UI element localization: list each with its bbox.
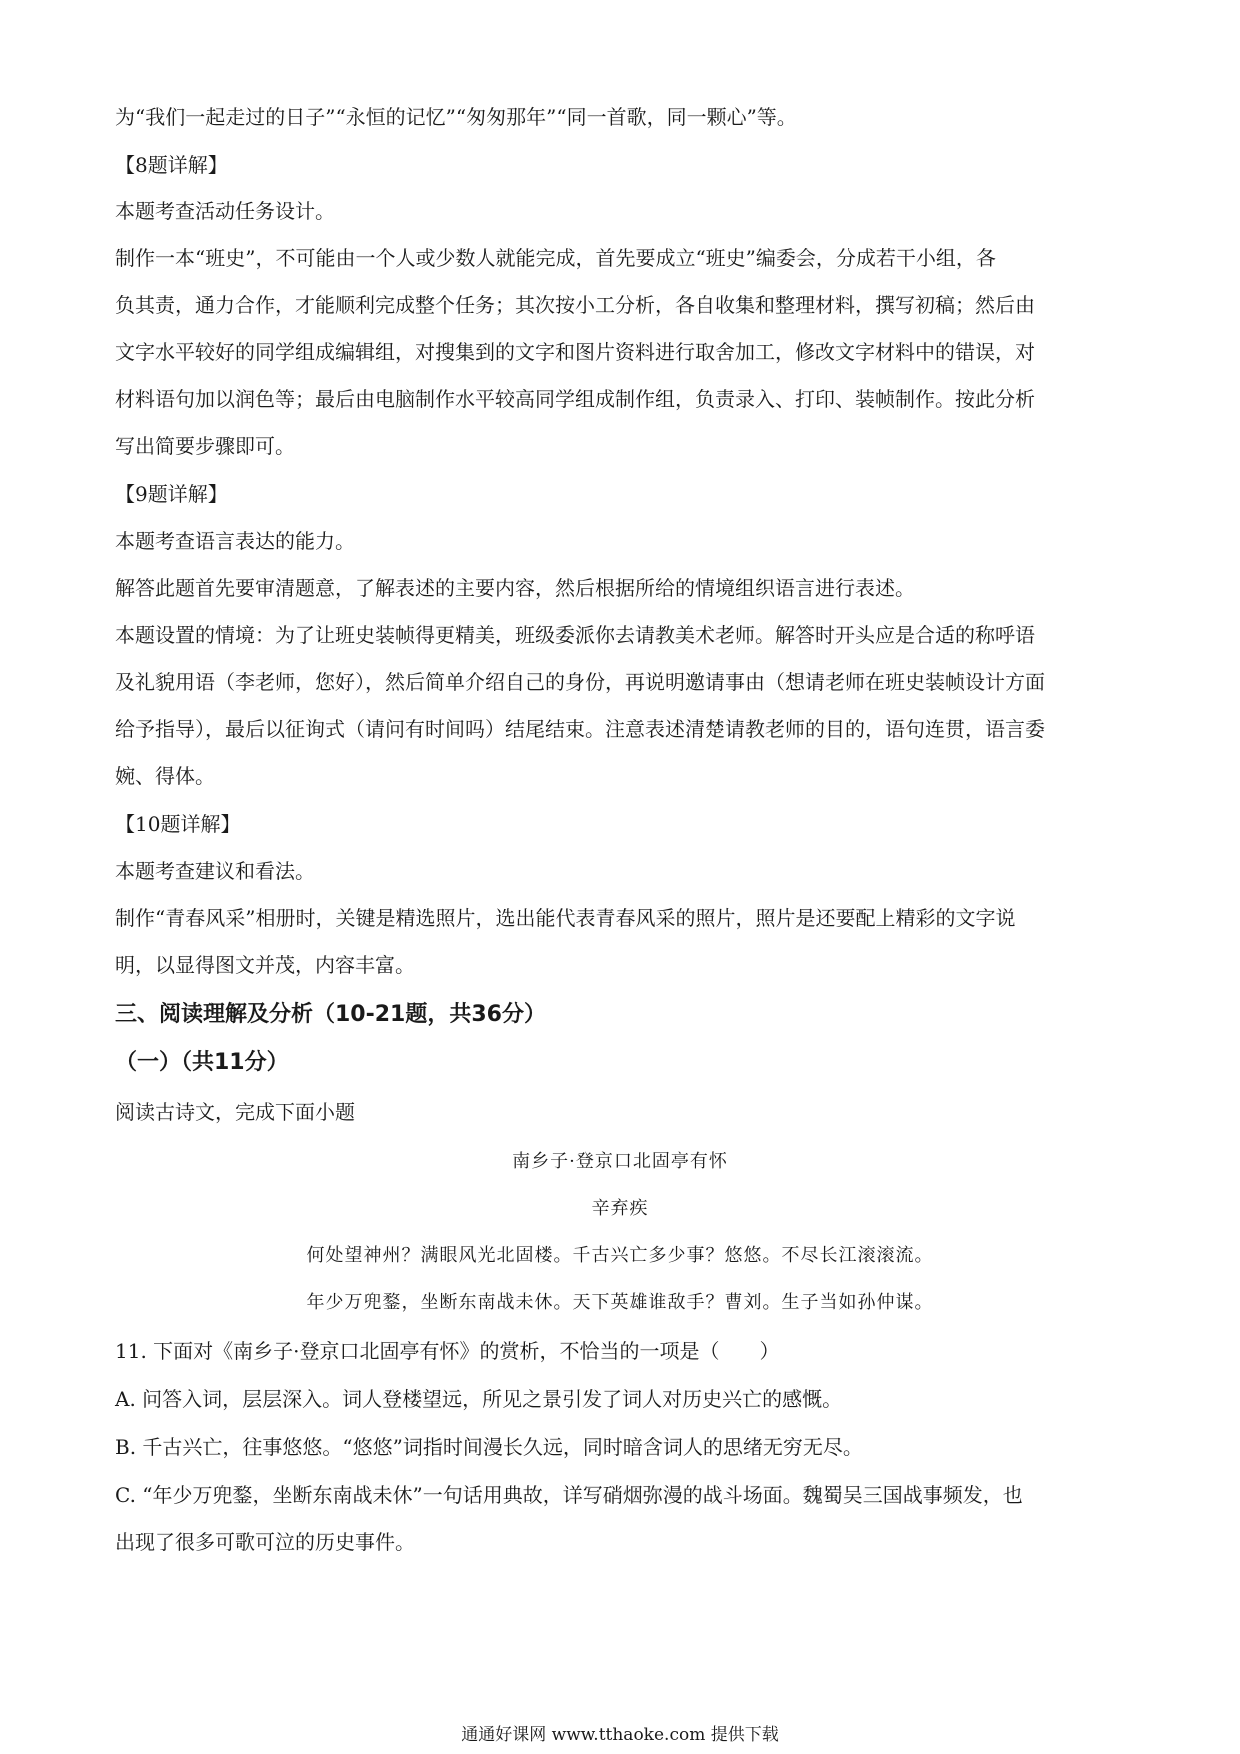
option-c-continued: 出现了很多可歌可泣的历史事件。 [115, 1530, 415, 1554]
q10-intro: 本题考查建议和看法。 [115, 859, 315, 883]
q8-heading: 【8题详解】 [115, 153, 228, 177]
q8-body-line: 负其责，通力合作，才能顺利完成整个任务；其次按小工分析，各自收集和整理材料，撰写初稿；然后由 [115, 293, 1035, 317]
page-footer: 通通好课网 www.tthaoke.com 提供下载 [461, 1725, 779, 1745]
q8-body-line: 制作一本“班史”，不可能由一个人或少数人就能完成，首先要成立“班史”编委会，分成若干小组，各 [115, 246, 996, 270]
poem-author: 辛弃疾 [591, 1198, 649, 1219]
q9-body-line: 婉、得体。 [115, 764, 215, 788]
q9-body-line: 本题设置的情境：为了让班史装帧得更精美，班级委派你去请教美术老师。解答时开头应是合适的称呼语 [115, 623, 1035, 647]
q8-body-line: 材料语句加以润色等；最后由电脑制作水平较高同学组成制作组，负责录入、打印、装帧制作。按此分析 [115, 387, 1035, 411]
option-c: C. “年少万兜鍪，坐断东南战未休”一句话用典故，详写硝烟弥漫的战斗场面。魏蜀吴三国战事频发，也 [115, 1483, 1023, 1507]
q10-heading: 【10题详解】 [115, 812, 241, 836]
reading-instruction: 阅读古诗文，完成下面小题 [115, 1100, 355, 1124]
section-heading: 三、阅读理解及分析（10-21题，共36分） [115, 1002, 546, 1027]
poem-title: 南乡子·登京口北固亭有怀 [512, 1151, 728, 1172]
q8-body-line: 写出简要步骤即可。 [115, 434, 295, 458]
q9-intro: 本题考查语言表达的能力。 [115, 529, 355, 553]
option-a: A. 问答入词，层层深入。词人登楼望远，所见之景引发了词人对历史兴亡的感慨。 [115, 1387, 843, 1411]
poem-line: 何处望神州？满眼风光北固楼。千古兴亡多少事？悠悠。不尽长江滚滚流。 [306, 1245, 934, 1266]
q8-intro: 本题考查活动任务设计。 [115, 199, 335, 223]
q9-body-line: 及礼貌用语（李老师，您好），然后简单介绍自己的身份，再说明邀请事由（想请老师在班史装帧设计方面 [115, 670, 1045, 694]
q9-heading: 【9题详解】 [115, 482, 228, 506]
section-subheading: （一）（共11分） [115, 1050, 289, 1075]
option-b: B. 千古兴亡，往事悠悠。“悠悠”词指时间漫长久远，同时暗含词人的思绪无穷无尽。 [115, 1435, 863, 1459]
q8-body-line: 文字水平较好的同学组成编辑组，对搜集到的文字和图片资料进行取舍加工，修改文字材料中的错误，对 [115, 340, 1035, 364]
q10-body-line: 制作“青春风采”相册时，关键是精选照片，选出能代表青春风采的照片，照片是还要配上精彩的文字说 [115, 906, 1016, 930]
q9-body-line: 给予指导），最后以征询式（请问有时间吗）结尾结束。注意表述清楚请教老师的目的，语句连贯，语言委 [115, 717, 1045, 741]
paragraph-line: 为“我们一起走过的日子”“永恒的记忆”“匆匆那年”“同一首歌，同一颗心”等。 [115, 105, 797, 129]
q9-body-line: 解答此题首先要审清题意，了解表述的主要内容，然后根据所给的情境组织语言进行表述。 [115, 576, 915, 600]
q10-body-line: 明，以显得图文并茂，内容丰富。 [115, 953, 415, 977]
question-stem: 11. 下面对《南乡子·登京口北固亭有怀》的赏析，不恰当的一项是（ ） [115, 1339, 780, 1363]
poem-line: 年少万兜鍪，坐断东南战未休。天下英雄谁敌手？曹刘。生子当如孙仲谋。 [306, 1292, 934, 1313]
